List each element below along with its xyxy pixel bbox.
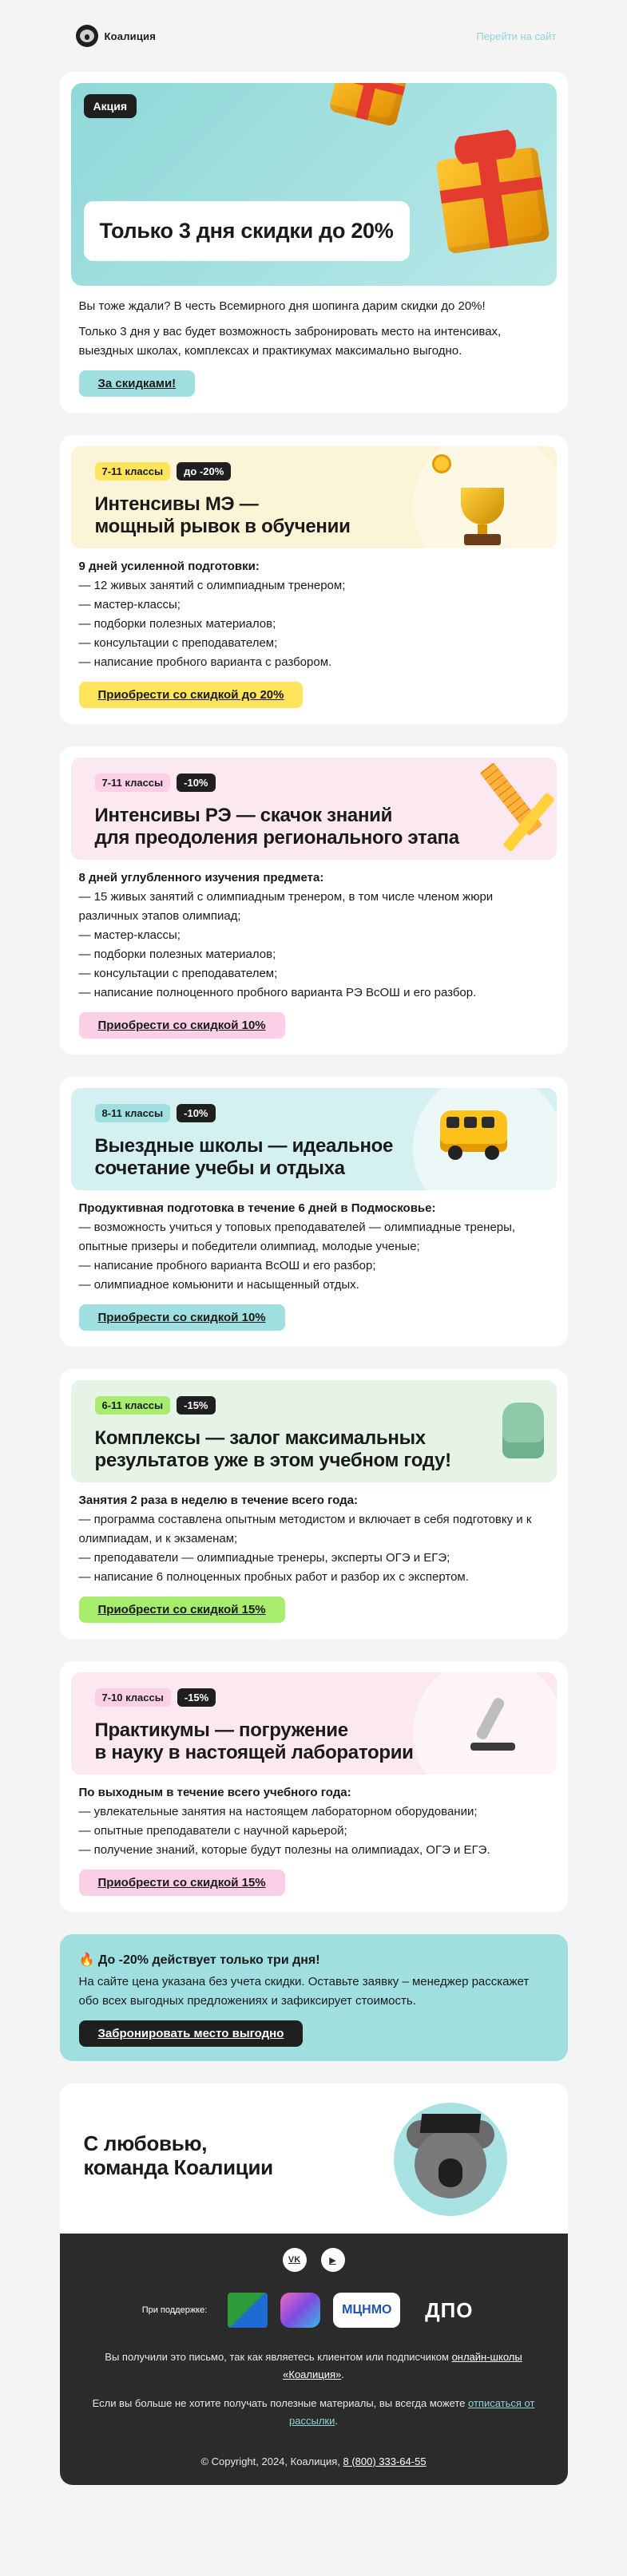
program-feature-list: [71, 576, 557, 672]
koala-logo-icon: [76, 25, 98, 47]
program-banner: [71, 446, 557, 548]
hero-banner: [71, 83, 557, 286]
get-discounts-button[interactable]: За скидками!: [79, 370, 196, 397]
buy-me-intensive-button[interactable]: Приобрести со скидкой до 20%: [79, 682, 304, 708]
list-item: — написание пробного варианта ВсОШ и его разбор;: [78, 1259, 376, 1272]
list-item: — увлекательные занятия на настоящем лабораторном оборудовании;: [78, 1805, 478, 1818]
list-item: — мастер-классы;: [78, 928, 181, 942]
vk-icon[interactable]: VK: [283, 2248, 307, 2272]
signoff-block: [60, 2083, 568, 2234]
school-link[interactable]: онлайн-школы «Коалиция»: [283, 2351, 522, 2380]
list-item: — получение знаний, которые будут полезны на олимпиадах, ОГЭ и ЕГЭ.: [78, 1843, 490, 1857]
hero-text-2: Только 3 дня у вас будет возможность забронировать место на интенсивах, выездных школах, комплексах и практикумах максимально выгодно.: [78, 325, 502, 358]
list-item: — возможность учиться у топовых преподавателей — олимпиадные тренеры, опытные призеры и победители олимпиад, молодые ученые;: [78, 1221, 516, 1253]
program-feature-list: [71, 888, 557, 1003]
list-item: — мастер-классы;: [78, 598, 181, 611]
list-item: — олимпиадное комьюнити и насыщенный отдых.: [78, 1278, 359, 1292]
program-feature-list: [71, 1802, 557, 1860]
list-item: — программа составлена опытным методистом и включает в себя подготовку и к олимпиадам, и к экзаменам;: [78, 1513, 532, 1545]
program-title: Интенсивы МЭ — мощный рывок в обучении: [94, 493, 351, 537]
unsubscribe-link[interactable]: отписаться от рассылки: [289, 2397, 535, 2427]
list-item: — подборки полезных материалов;: [78, 948, 276, 961]
list-item: — консультации с преподавателем;: [78, 967, 278, 980]
brand-logo[interactable]: [76, 25, 157, 47]
grade-chip: 7-11 классы: [95, 774, 171, 792]
program-feature-list: [71, 1218, 557, 1295]
program-title: Выездные школы — идеальное сочетание учебы и отдыха: [94, 1135, 394, 1179]
program-subheading: Занятия 2 раза в неделю в течение всего года:: [78, 1494, 358, 1507]
promo-block: [60, 1934, 568, 2061]
program-card-me: [60, 435, 568, 724]
email-footer: [60, 2234, 568, 2485]
partners-label: При поддержке:: [141, 2305, 208, 2315]
grade-chip: 7-10 классы: [95, 1688, 171, 1707]
list-item: — опытные преподаватели с научной карьерой;: [78, 1824, 347, 1838]
list-item: — преподаватели — олимпиадные тренеры, эксперты ОГЭ и ЕГЭ;: [78, 1551, 450, 1565]
copyright: © Copyright, 2024, Коалиция, 8 (800) 333-64-55: [200, 2455, 427, 2467]
discount-chip: -10%: [177, 1104, 215, 1122]
program-subheading: Продуктивная подготовка в течение 6 дней в Подмосковье:: [78, 1201, 436, 1215]
grade-chip: 6-11 классы: [95, 1396, 171, 1415]
promo-text: На сайте цена указана без учета скидки. Оставьте заявку – менеджер расскажет обо всех выгодных предложениях и зафиксирует стоимость.: [78, 1975, 530, 2008]
program-card-re: [60, 746, 568, 1055]
program-card-practicum: [60, 1661, 568, 1912]
promo-tag: Акция: [84, 94, 137, 118]
medal-icon: [432, 454, 451, 473]
gift-box-icon: [328, 83, 410, 127]
partners-row: [84, 2293, 544, 2328]
list-item: — 12 живых занятий с олимпиадным тренером;: [78, 579, 346, 592]
book-place-button[interactable]: Забронировать место выгодно: [79, 2020, 304, 2047]
hero-card: [60, 72, 568, 413]
grade-chip: 8-11 классы: [95, 1104, 171, 1122]
discount-chip: -15%: [177, 1396, 215, 1415]
discount-chip: до -20%: [177, 462, 231, 481]
program-card-schools: [60, 1077, 568, 1347]
list-item: — написание полноценного пробного варианта РЭ ВсОШ и его разбор.: [78, 986, 477, 999]
program-title: Интенсивы РЭ — скачок знаний для преодоления регионального этапа: [94, 805, 459, 849]
gift-box-icon: [435, 147, 550, 255]
discount-chip: -10%: [177, 774, 215, 792]
program-title: Практикумы — погружение в науку в настоящей лаборатории: [94, 1719, 414, 1763]
buy-complex-button[interactable]: Приобрести со скидкой 15%: [79, 1597, 285, 1623]
list-item: — 15 живых занятий с олимпиадным тренером, в том числе членом жюри различных этапов олимпиад;: [78, 890, 494, 923]
hero-title: Только 3 дня скидки до 20%: [84, 201, 410, 261]
program-banner: [71, 758, 557, 860]
program-subheading: По выходным в течение всего учебного года:: [78, 1786, 351, 1799]
program-card-complex: [60, 1369, 568, 1639]
email-container: [60, 0, 568, 2485]
list-item: — консультации с преподавателем;: [78, 636, 278, 650]
go-to-site-link[interactable]: Перейти на сайт: [476, 30, 557, 42]
hero-text-1: Вы тоже ждали? В честь Всемирного дня шопинга дарим скидки до 20%!: [78, 299, 486, 313]
list-item: — подборки полезных материалов;: [78, 617, 276, 631]
partner-dpo-logo: ДПО: [425, 2297, 474, 2322]
phone-link[interactable]: 8 (800) 333-64-55: [343, 2455, 427, 2467]
partner-hex-logo-icon: [280, 2293, 320, 2328]
list-item: — написание пробного варианта с разбором.: [78, 655, 332, 669]
unsubscribe-text: Если вы больше не хотите получать полезные материалы, вы всегда можете отписаться от рассылки.: [92, 2397, 535, 2427]
program-title: Комплексы — залог максимальных результатов уже в этом учебном году!: [94, 1427, 451, 1471]
brand-name: Коалиция: [104, 30, 157, 42]
program-subheading: 9 дней усиленной подготовки:: [78, 560, 260, 573]
list-item: — написание 6 полноценных пробных работ и разбор их с экспертом.: [78, 1570, 469, 1584]
buy-practicum-button[interactable]: Приобрести со скидкой 15%: [79, 1870, 285, 1896]
koala-mascot-icon: [394, 2103, 507, 2216]
grade-chip: 7-11 классы: [95, 462, 171, 481]
program-feature-list: [71, 1510, 557, 1587]
promo-title: 🔥 До -20% действует только три дня!: [78, 1953, 320, 1967]
partner-cube-logo-icon: [228, 2293, 268, 2328]
program-banner: [71, 1672, 557, 1775]
buy-re-intensive-button[interactable]: Приобрести со скидкой 10%: [79, 1012, 285, 1039]
signoff-text: С любовью, команда Коалиции: [83, 2131, 273, 2179]
email-header: [60, 0, 568, 72]
buy-schools-button[interactable]: Приобрести со скидкой 10%: [79, 1304, 285, 1331]
youtube-icon[interactable]: ▶: [321, 2248, 345, 2272]
discount-chip: -15%: [177, 1688, 216, 1707]
program-banner: [71, 1380, 557, 1482]
program-banner: [71, 1088, 557, 1190]
subscription-reason-text: Вы получили это письмо, так как являетесь клиентом или подписчиком онлайн-школы «Коалиция».: [105, 2351, 522, 2380]
partner-mcnmo-logo: МЦНМО: [333, 2293, 400, 2328]
program-subheading: 8 дней углубленного изучения предмета:: [78, 871, 324, 884]
social-links: [84, 2248, 544, 2272]
